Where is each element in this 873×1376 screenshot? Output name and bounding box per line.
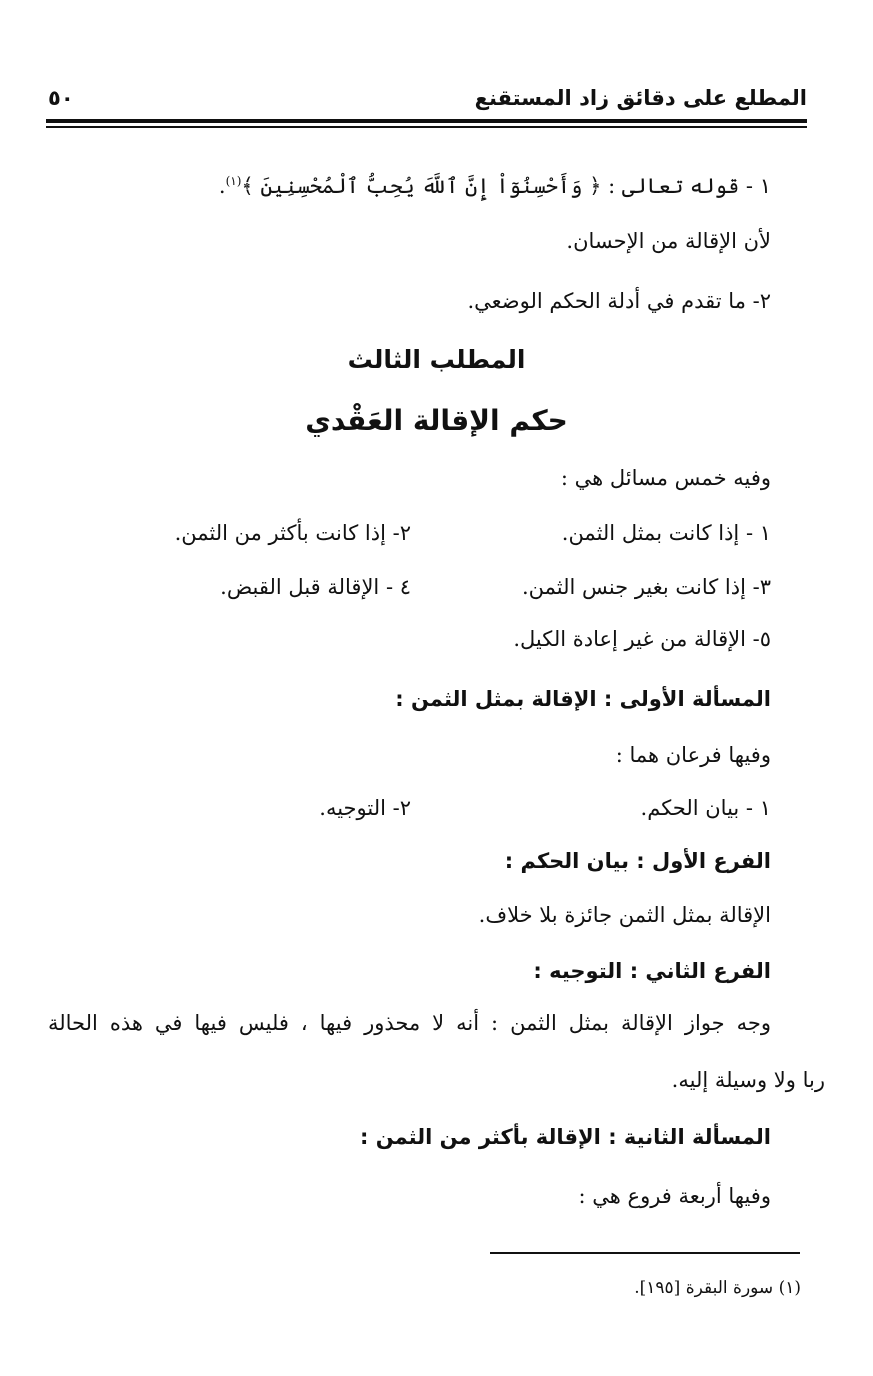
issues-intro: وفيه خمس مسائل هي : — [560, 466, 771, 490]
issue-item-1: ١ - إذا كانت بمثل الثمن. — [561, 521, 771, 545]
issue-1-intro: وفيها فرعان هما : — [615, 743, 771, 767]
issue-2-intro: وفيها أربعة فروع هي : — [578, 1184, 771, 1208]
issue-item-3: ٣- إذا كانت بغير جنس الثمن. — [522, 575, 771, 599]
section-subtitle: حكم الإقالة العَقْدي — [305, 404, 568, 437]
page-number: ٥٠ — [48, 86, 74, 110]
branch-2-text-line-2: ربا ولا وسيلة إليه. — [671, 1068, 825, 1092]
branch-1-text: الإقالة بمثل الثمن جائزة بلا خلاف. — [478, 903, 771, 927]
header-rule-thin — [46, 126, 807, 128]
evidence-1-line — [219, 166, 771, 201]
evidence-1-reason: لأن الإقالة من الإحسان. — [566, 229, 771, 253]
section-title: المطلب الثالث — [347, 345, 526, 374]
footnote: (١) سورة البقرة [١٩٥]. — [634, 1278, 801, 1298]
evidence-1-end: . — [218, 174, 226, 198]
page-header — [48, 86, 807, 118]
issue-item-5: ٥- الإقالة من غير إعادة الكيل. — [513, 627, 771, 651]
branch-2-heading: الفرع الثاني : التوجيه : — [533, 959, 771, 983]
branch-item-2: ٢- التوجيه. — [319, 796, 411, 820]
evidence-1-prefix: ١ - قوله تعالى : — [608, 174, 771, 198]
header-rule-thick — [46, 119, 807, 123]
issue-item-4: ٤ - الإقالة قبل القبض. — [220, 575, 411, 599]
issue-item-2: ٢- إذا كانت بأكثر من الثمن. — [174, 521, 411, 545]
branch-1-heading: الفرع الأول : بيان الحكم : — [504, 849, 771, 873]
quran-verse: ﴿ وَأَحْسِنُوٓاْ إِنَّ ٱللَّهَ يُحِبُّ ٱلْمُحْسِنِينَ ﴾ — [241, 174, 602, 198]
running-title: المطلع على دقائق زاد المستقنع — [474, 86, 807, 110]
issue-2-heading: المسألة الثانية : الإقالة بأكثر من الثمن : — [360, 1125, 771, 1149]
issue-1-heading: المسألة الأولى : الإقالة بمثل الثمن : — [395, 687, 771, 711]
footnote-separator — [490, 1252, 800, 1254]
branch-2-text-line-1: وجه جواز الإقالة بمثل الثمن : أنه لا محذور فيها ، فليس فيها في هذه الحالة — [48, 1011, 771, 1035]
evidence-2: ٢- ما تقدم في أدلة الحكم الوضعي. — [467, 289, 771, 313]
branch-item-1: ١ - بيان الحكم. — [640, 796, 771, 820]
footnote-reference: (١) — [225, 174, 242, 188]
